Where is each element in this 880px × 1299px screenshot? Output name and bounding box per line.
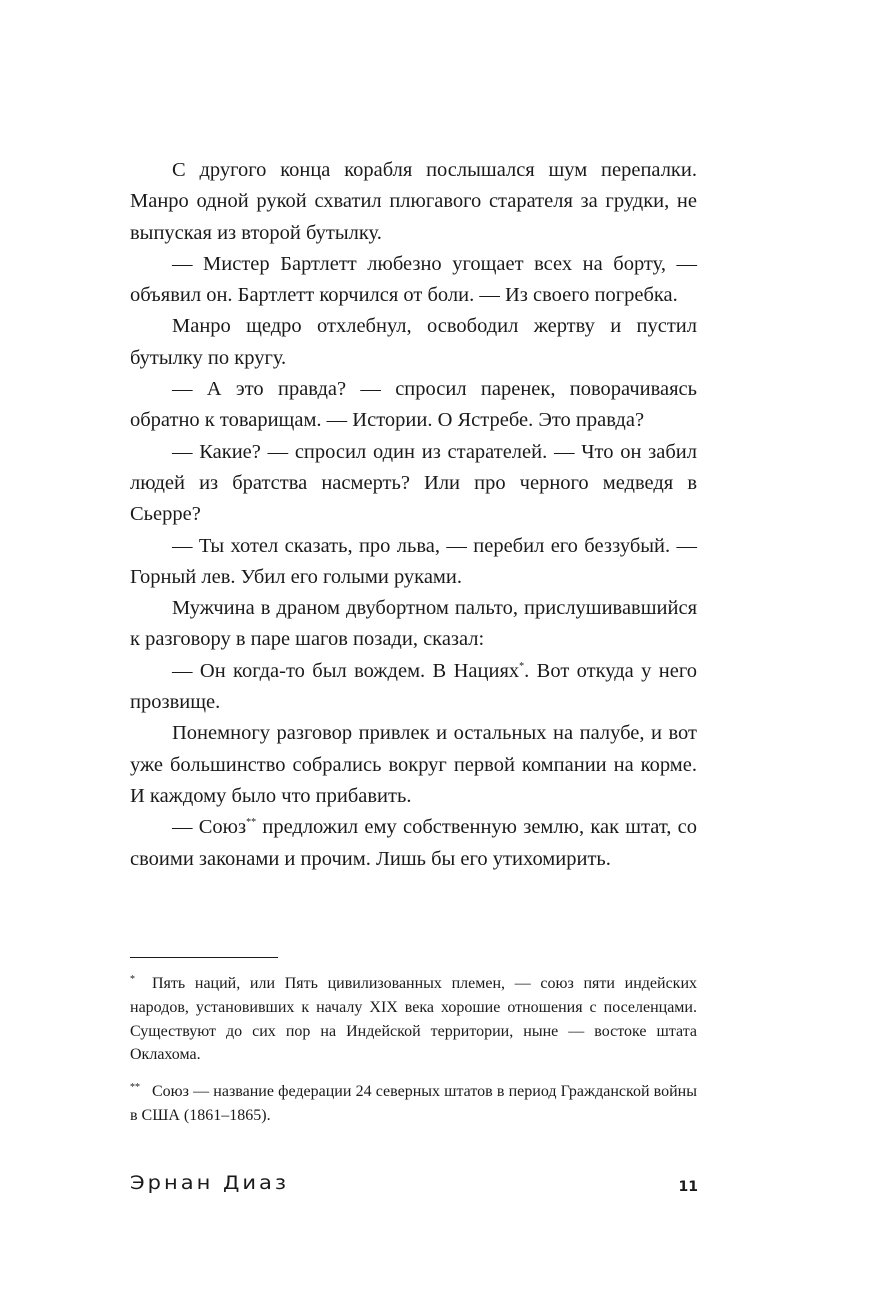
footnote-text: Союз — название федерации 24 северных штатов в период Гражданской войны в США (1861–1865). <box>130 1083 697 1124</box>
paragraph: — А это правда? — спросил паренек, поворачиваясь обратно к товарищам. — Истории. О Ястребе. Это правда? <box>130 378 697 432</box>
paragraph: Манро щедро отхлебнул, освободил жертву и пустил бутылку по кругу. <box>130 315 697 369</box>
paragraph: — Какие? — спросил один из старателей. — Что он забил людей из братства насмерть? Или про черного медведя в Сьерре? <box>130 440 697 526</box>
page-number: 11 <box>678 1179 698 1195</box>
footnote-reference-1[interactable]: * <box>519 660 525 672</box>
paragraph: С другого конца корабля послышался шум перепалки. Манро одной рукой схватил плюгавого старателя за грудки, не выпуская из второй бутылку. <box>130 159 697 244</box>
footnote: * Пять наций, или Пять цивилизованных племен, — союз пяти индейских народов, установивших к началу XIX века хорошие отношения с поселенцами. Существуют до сих пор на Индейской территории, ныне — востоке штата Оклахома. <box>130 974 697 1064</box>
footnote-divider <box>130 957 278 958</box>
paragraph: Понемногу разговор привлек и остальных на палубе, и вот уже большинство собрались вокруг первой компании на корме. И каждому было что прибавить. <box>130 722 697 807</box>
footnote-text: Пять наций, или Пять цивилизованных племен, — союз пяти индейских народов, установивших к началу XIX века хорошие отношения с поселенцами. Существуют до сих пор на Индейской территории, ныне — востоке штата Оклахома. <box>130 975 697 1064</box>
running-footer-author: Эрнан Диаз <box>130 1172 290 1194</box>
paragraph-text: — Союз <box>172 816 247 839</box>
paragraph: — Ты хотел сказать, про льва, — перебил его беззубый. — Горный лев. Убил его голыми руками. <box>130 534 697 588</box>
paragraph <box>130 812 697 875</box>
footnote-reference-2[interactable]: ** <box>246 817 257 829</box>
paragraph: — Мистер Бартлетт любезно угощает всех на борту, — объявил он. Бартлетт корчился от боли. — Из своего погребка. <box>130 252 697 307</box>
paragraph-text: — Он когда-то был вождем. В Нациях <box>172 659 520 682</box>
main-text <box>130 155 697 875</box>
paragraph: Мужчина в драном двубортном пальто, прислушивавшийся к разговору в паре шагов позади, сказал: <box>130 597 697 651</box>
footnote: ** Союз — название федерации 24 северных штатов в период Гражданской войны в США (1861–1865). <box>130 1082 697 1124</box>
paragraph <box>130 656 697 719</box>
footnotes <box>130 972 697 1141</box>
paragraph-text: . Вот откуда у него прозвище. <box>130 659 697 714</box>
paragraph-text: предложил ему собственную землю, как штат, со своими законами и прочим. Лишь бы его утихомирить. <box>130 816 697 870</box>
